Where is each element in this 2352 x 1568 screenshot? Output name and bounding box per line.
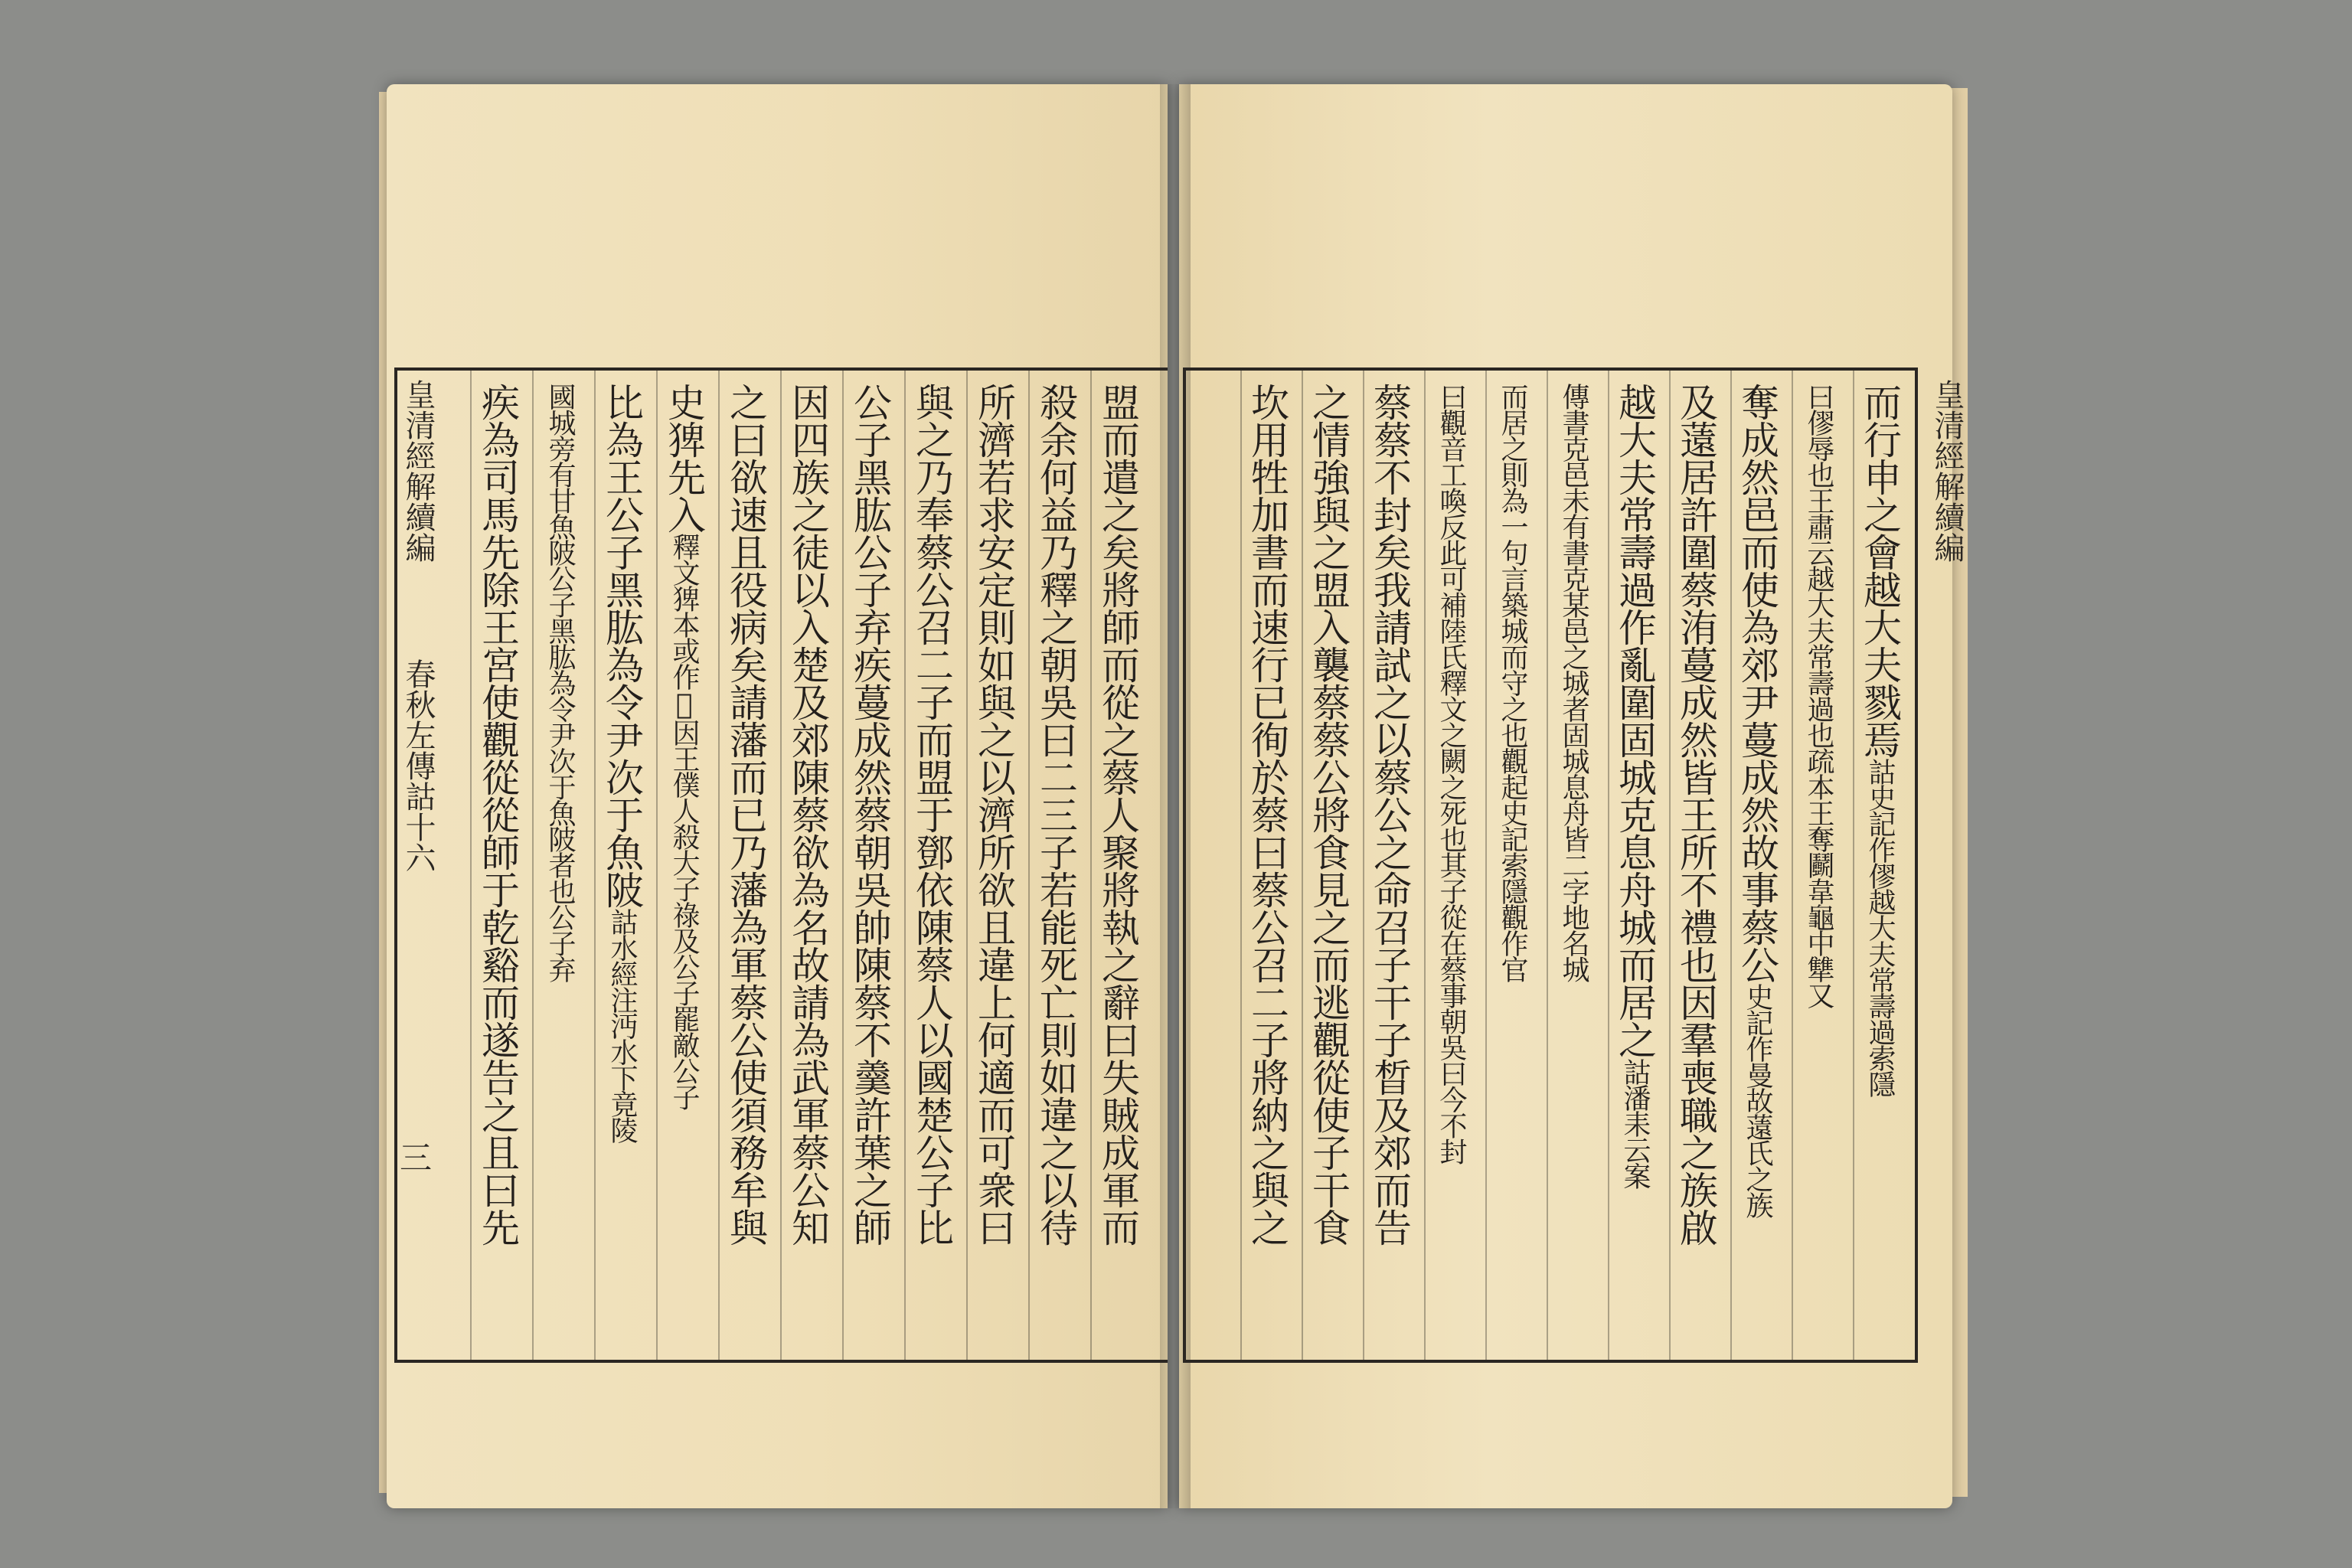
column-rule <box>1090 371 1092 1360</box>
column-rule <box>1028 371 1030 1360</box>
main-text: 因四族之徒以入楚及郊陳蔡欲為名故請為武軍蔡公知 <box>786 383 830 1246</box>
main-text: 之情強與之盟入襲蔡蔡公將食見之而逃觀從使子干食 <box>1306 383 1351 1246</box>
main-text: 比為王公子黑肱為令尹次于魚陂 <box>599 383 644 908</box>
text-column <box>475 383 528 1351</box>
column-rule <box>1792 371 1793 1360</box>
main-text: 坎用牲加書而速行已徇於蔡曰蔡公召二子將納之與之 <box>1245 383 1289 1246</box>
main-text: 蔡蔡不封矣我請試之以蔡公之命召子干子晳及郊而告 <box>1367 383 1412 1246</box>
main-text: 盟而遣之矣將師而從之蔡人聚將執之辭曰失賊成軍而 <box>1096 383 1140 1246</box>
main-text: 奪成然邑而使為郊尹蔓成然故事蔡公 <box>1735 383 1779 983</box>
text-column <box>537 383 590 1351</box>
text-column <box>599 383 652 1351</box>
main-text: 及薳居許圍蔡洧蔓成然皆王所不禮也因羣喪職之族啟 <box>1674 383 1718 1246</box>
main-text: 公子黑肱公子弃疾蔓成然蔡朝吳帥陳蔡不羹許葉之師 <box>848 383 892 1246</box>
text-column <box>1612 383 1664 1351</box>
text-column <box>1551 383 1603 1351</box>
text-column <box>971 383 1024 1351</box>
column-rule <box>532 371 534 1360</box>
text-column <box>909 383 962 1351</box>
commentary-text: 詁水經注沔水下竟陵 <box>606 908 638 1142</box>
column-rule <box>1547 371 1548 1360</box>
main-text: 越大夫常壽過作亂圍固城克息舟城而居之 <box>1612 383 1657 1058</box>
commentary-text: 詁史記作僇越大夫常壽過索隱 <box>1864 758 1896 1096</box>
column-rule <box>1240 371 1242 1360</box>
left-page-number: 三 <box>400 1139 433 1177</box>
text-column <box>1857 383 1909 1351</box>
column-rule <box>718 371 720 1360</box>
column-rule <box>1485 371 1487 1360</box>
left-running-title: 皇清經解續編 <box>400 379 436 563</box>
main-text: 殺余何益乃釋之朝吳曰二三子若能死亡則如違之以待 <box>1034 383 1078 1246</box>
text-column <box>1429 383 1481 1351</box>
text-column <box>1367 383 1419 1351</box>
column-rule <box>470 371 472 1360</box>
text-column <box>847 383 900 1351</box>
text-column <box>1796 383 1848 1351</box>
text-column <box>1306 383 1358 1351</box>
column-rule <box>1669 371 1671 1360</box>
main-text: 而行申之會越大夫戮焉 <box>1857 383 1902 758</box>
main-text: 之曰欲速且役病矣請藩而已乃藩為軍蔡公使須務牟與 <box>724 383 768 1246</box>
commentary-text: 曰僇辱也王肅云越大夫常壽過也疏本王奪鬬韋龜中犨又 <box>1803 383 1834 1008</box>
text-column <box>1245 383 1297 1351</box>
column-rule <box>842 371 844 1360</box>
column-rule <box>1424 371 1426 1360</box>
column-rule <box>780 371 782 1360</box>
column-rule <box>656 371 658 1360</box>
text-column <box>661 383 714 1351</box>
commentary-text: 釋文猈本或作𤢪因王僕人殺大子祿及公子罷敵公子 <box>668 533 700 1109</box>
column-rule <box>1853 371 1854 1360</box>
commentary-text: 而居之則為一句言築城而守之也觀起史記索隱觀作官 <box>1497 383 1528 982</box>
text-column <box>723 383 776 1351</box>
text-column <box>1735 383 1787 1351</box>
commentary-text: 詁潘耒云案 <box>1619 1058 1651 1188</box>
text-column <box>1674 383 1726 1351</box>
commentary-text: 國城旁有甘魚陂公子黑肱為令尹次于魚陂者也公子弃 <box>544 383 576 982</box>
main-text: 所濟若求安定則如與之以濟所欲且違上何適而可衆曰 <box>972 383 1016 1246</box>
column-rule <box>1730 371 1732 1360</box>
text-column <box>1095 383 1148 1351</box>
main-text: 與之乃奉蔡公召二子而盟于鄧依陳蔡人以國楚公子比 <box>910 383 954 1246</box>
column-rule <box>1302 371 1303 1360</box>
column-rule <box>904 371 906 1360</box>
commentary-text: 傳書克邑未有書克某邑之城者固城息舟皆二字地名城 <box>1558 383 1589 982</box>
commentary-text: 史記作曼故薳氏之族 <box>1742 983 1773 1217</box>
column-rule <box>1363 371 1364 1360</box>
left-section-title: 春秋左傳詁十六 <box>400 658 436 873</box>
main-text: 疾為司馬先除王宮使觀從從師于乾谿而遂告之且曰先 <box>475 383 520 1246</box>
column-rule <box>1608 371 1609 1360</box>
column-rule <box>594 371 596 1360</box>
text-column <box>1490 383 1542 1351</box>
commentary-text: 曰觀音工喚反此可補陸氏釋文之闕之死也其子從在蔡事朝吳曰今不封 <box>1436 383 1467 1164</box>
column-rule <box>966 371 968 1360</box>
text-column <box>785 383 838 1351</box>
main-text: 史猈先入 <box>662 383 706 533</box>
right-running-title: 皇清經解續編 <box>1929 379 1965 563</box>
text-column <box>1033 383 1086 1351</box>
